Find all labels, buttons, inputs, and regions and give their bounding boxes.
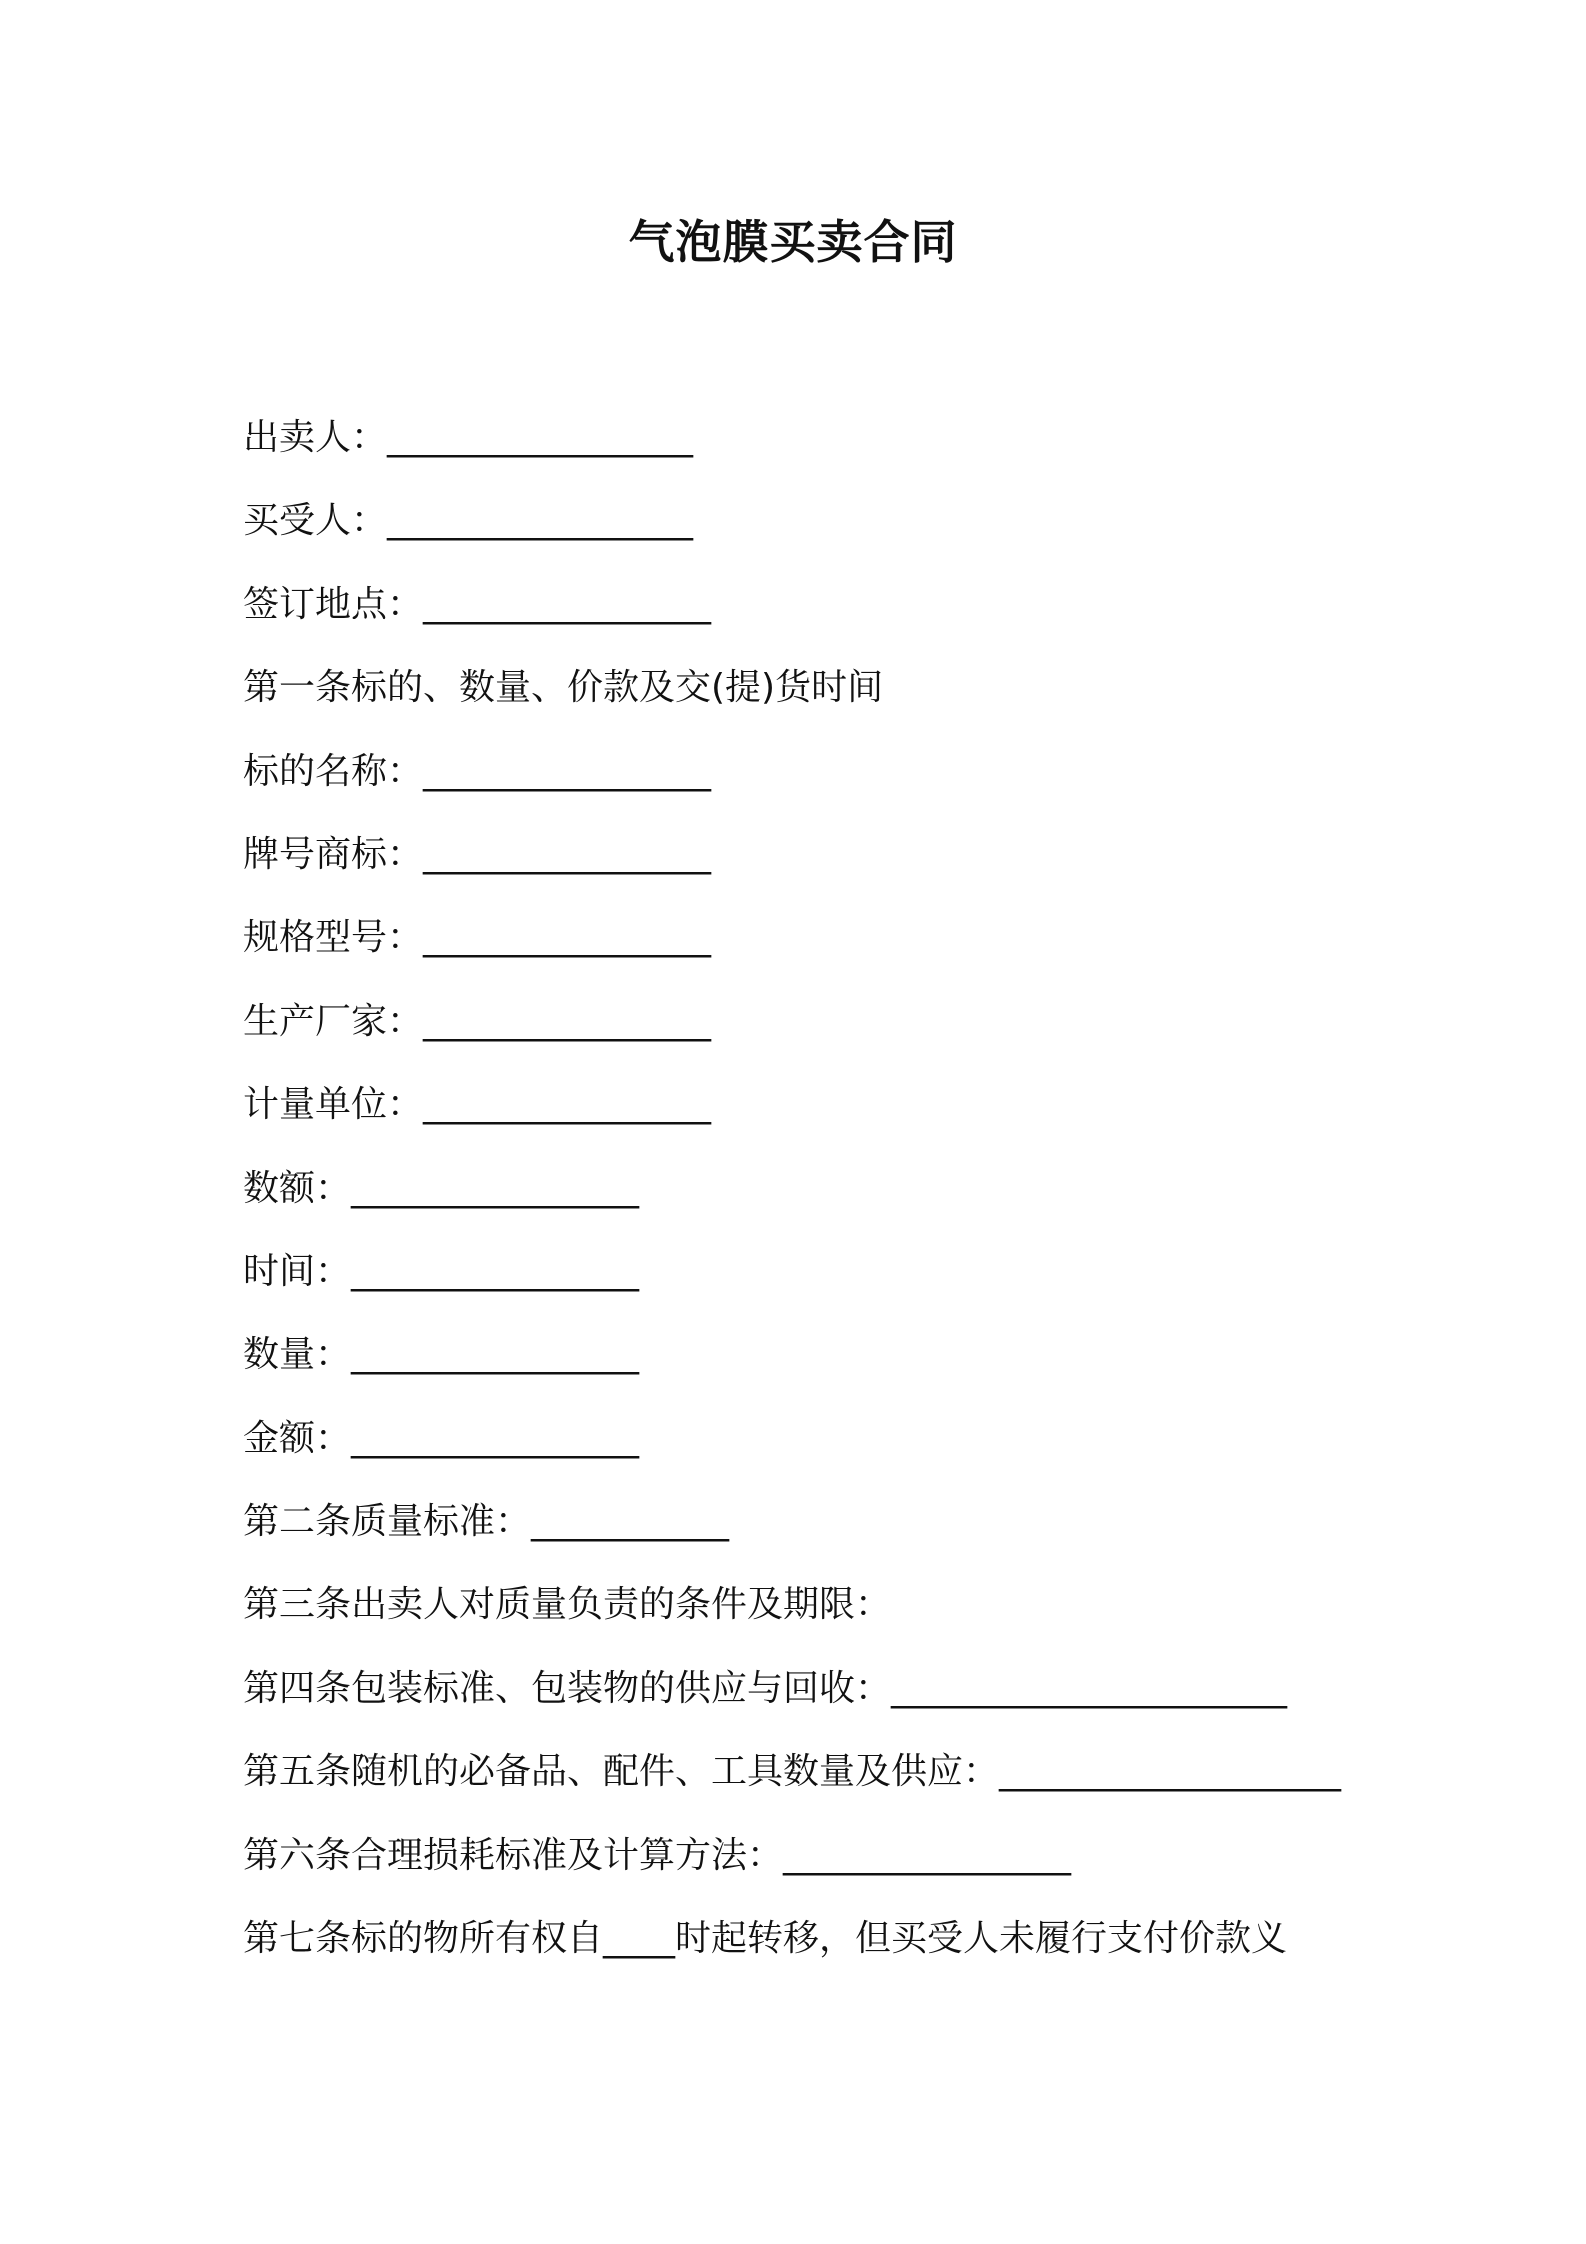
- contract-title: 气泡膜买卖合同: [628, 215, 958, 269]
- sum-line: 金额：________________: [243, 1417, 640, 1459]
- contract-body: [243, 408, 1363, 1992]
- buyer-line: 买受人：_________________: [243, 500, 694, 542]
- quantity-line: 数量：________________: [243, 1334, 640, 1376]
- article-1-heading: 第一条标的、数量、价款及交(提)货时间: [243, 667, 884, 709]
- manufacturer-line: 生产厂家：________________: [243, 1000, 712, 1042]
- seller-line: 出卖人：_________________: [243, 417, 694, 458]
- signing-place-line: 签订地点：________________: [243, 583, 712, 625]
- article-4-line: 第四条包装标准、包装物的供应与回收：______________________: [243, 1667, 1288, 1709]
- article-6-line: 第六条合理损耗标准及计算方法：________________: [243, 1834, 1072, 1876]
- amount-line: 数额：________________: [243, 1167, 640, 1209]
- article-2-line: 第二条质量标准：___________: [243, 1501, 730, 1543]
- article-5-line: 第五条随机的必备品、配件、工具数量及供应：___________________: [243, 1751, 1342, 1793]
- article-3-line: 第三条出卖人对质量负责的条件及期限：: [243, 1584, 892, 1626]
- subject-name-line: 标的名称：________________: [243, 750, 712, 792]
- brand-trademark-line: 牌号商标：________________: [243, 833, 712, 875]
- time-line: 时间：________________: [243, 1250, 640, 1292]
- model-spec-line: 规格型号：________________: [243, 917, 712, 959]
- unit-of-measure-line: 计量单位：________________: [243, 1084, 712, 1126]
- article-7-line: 第七条标的物所有权自____时起转移，但买受人未履行支付价款义: [243, 1918, 1288, 1960]
